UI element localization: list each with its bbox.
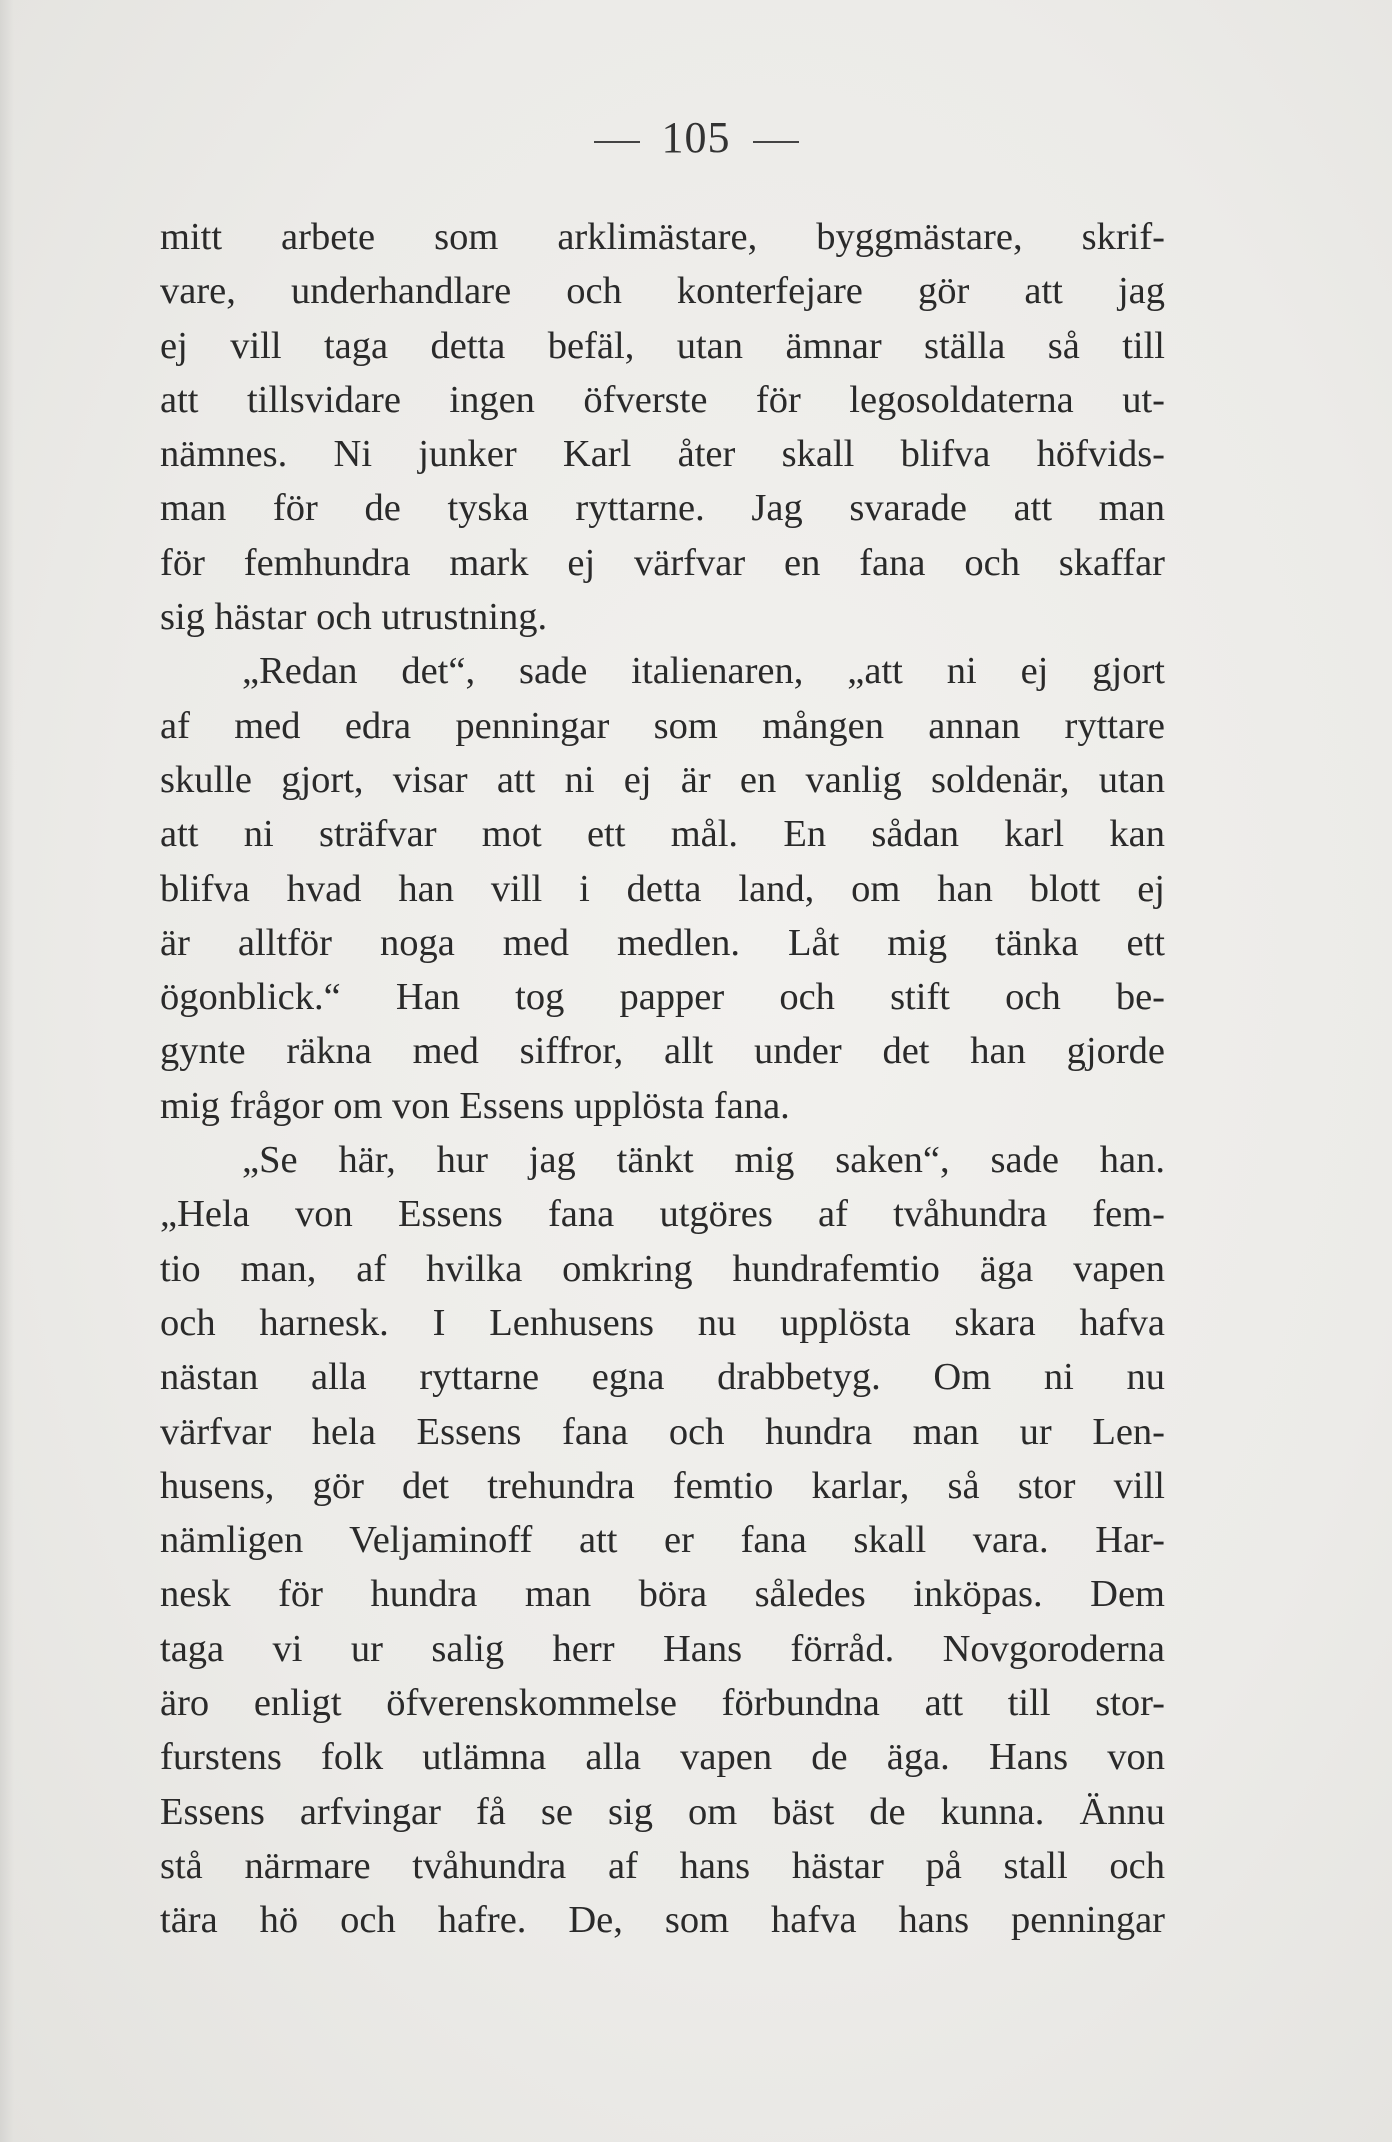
text-line: af med edra penningar som mången annan ryttare	[160, 704, 1165, 747]
text-line: „Se här, hur jag tänkt mig saken“, sade han.	[242, 1139, 1165, 1182]
text-line: gynte räkna med siffror, allt under det han gjorde	[160, 1030, 1165, 1073]
page-number-header	[0, 112, 1392, 163]
text-line: äro enligt öfverenskommelse förbundna att till stor-	[160, 1682, 1165, 1725]
text-line: mitt arbete som arklimästare, byggmästare, skrif-	[160, 216, 1165, 258]
text-line: man för de tyska ryttarne. Jag svarade att man	[160, 487, 1165, 530]
text-line: „Hela von Essens fana utgöres af tvåhundra fem-	[160, 1193, 1165, 1236]
text-line: sig hästar och utrustning.	[160, 596, 548, 639]
text-line: „Redan det“, sade italienaren, „att ni ej gjort	[242, 650, 1165, 693]
text-line: vare, underhandlare och konterfejare gör att jag	[160, 270, 1165, 313]
text-line: nesk för hundra man böra således inköpas. Dem	[160, 1573, 1165, 1616]
text-line: för femhundra mark ej värfvar en fana och skaffar	[160, 541, 1165, 584]
text-line: och harnesk. I Lenhusens nu upplösta skara hafva	[160, 1301, 1165, 1344]
text-line: mig frågor om von Essens upplösta fana.	[160, 1084, 790, 1127]
text-line: skulle gjort, visar att ni ej är en vanlig soldenär, utan	[160, 758, 1165, 801]
text-line: ej vill taga detta befäl, utan ämnar ställa så till	[160, 324, 1165, 367]
text-line: ögonblick.“ Han tog papper och stift och be-	[160, 976, 1165, 1019]
text-line: tio man, af hvilka omkring hundrafemtio äga vapen	[160, 1247, 1165, 1290]
text-line: furstens folk utlämna alla vapen de äga. Hans von	[160, 1736, 1165, 1779]
text-line: nämnes. Ni junker Karl åter skall blifva höfvids-	[160, 433, 1165, 476]
text-line: blifva hvad han vill i detta land, om han blott ej	[160, 867, 1165, 910]
text-line: att ni sträfvar mot ett mål. En sådan karl kan	[160, 813, 1165, 856]
body-text	[160, 210, 1165, 1948]
text-line: nämligen Veljaminoff att er fana skall vara. Har-	[160, 1519, 1165, 1562]
left-dash	[594, 141, 640, 143]
text-line: taga vi ur salig herr Hans förråd. Novgoroderna	[160, 1627, 1165, 1670]
text-line: att tillsvidare ingen öfverste för legosoldaterna ut-	[160, 378, 1165, 421]
text-line: nästan alla ryttarne egna drabbetyg. Om ni nu	[160, 1356, 1165, 1399]
text-line: är alltför noga med medlen. Låt mig tänka ett	[160, 921, 1165, 964]
page-edge-shadow	[0, 0, 14, 2142]
text-line: värfvar hela Essens fana och hundra man ur Len-	[160, 1410, 1165, 1453]
text-line: husens, gör det trehundra femtio karlar, så stor vill	[160, 1464, 1165, 1507]
text-line: tära hö och hafre. De, som hafva hans penningar	[160, 1899, 1165, 1942]
text-line: Essens arfvingar få se sig om bäst de kunna. Ännu	[160, 1790, 1165, 1833]
right-dash	[753, 141, 799, 143]
page-number: 105	[661, 113, 731, 162]
text-line: stå närmare tvåhundra af hans hästar på stall och	[160, 1844, 1165, 1887]
